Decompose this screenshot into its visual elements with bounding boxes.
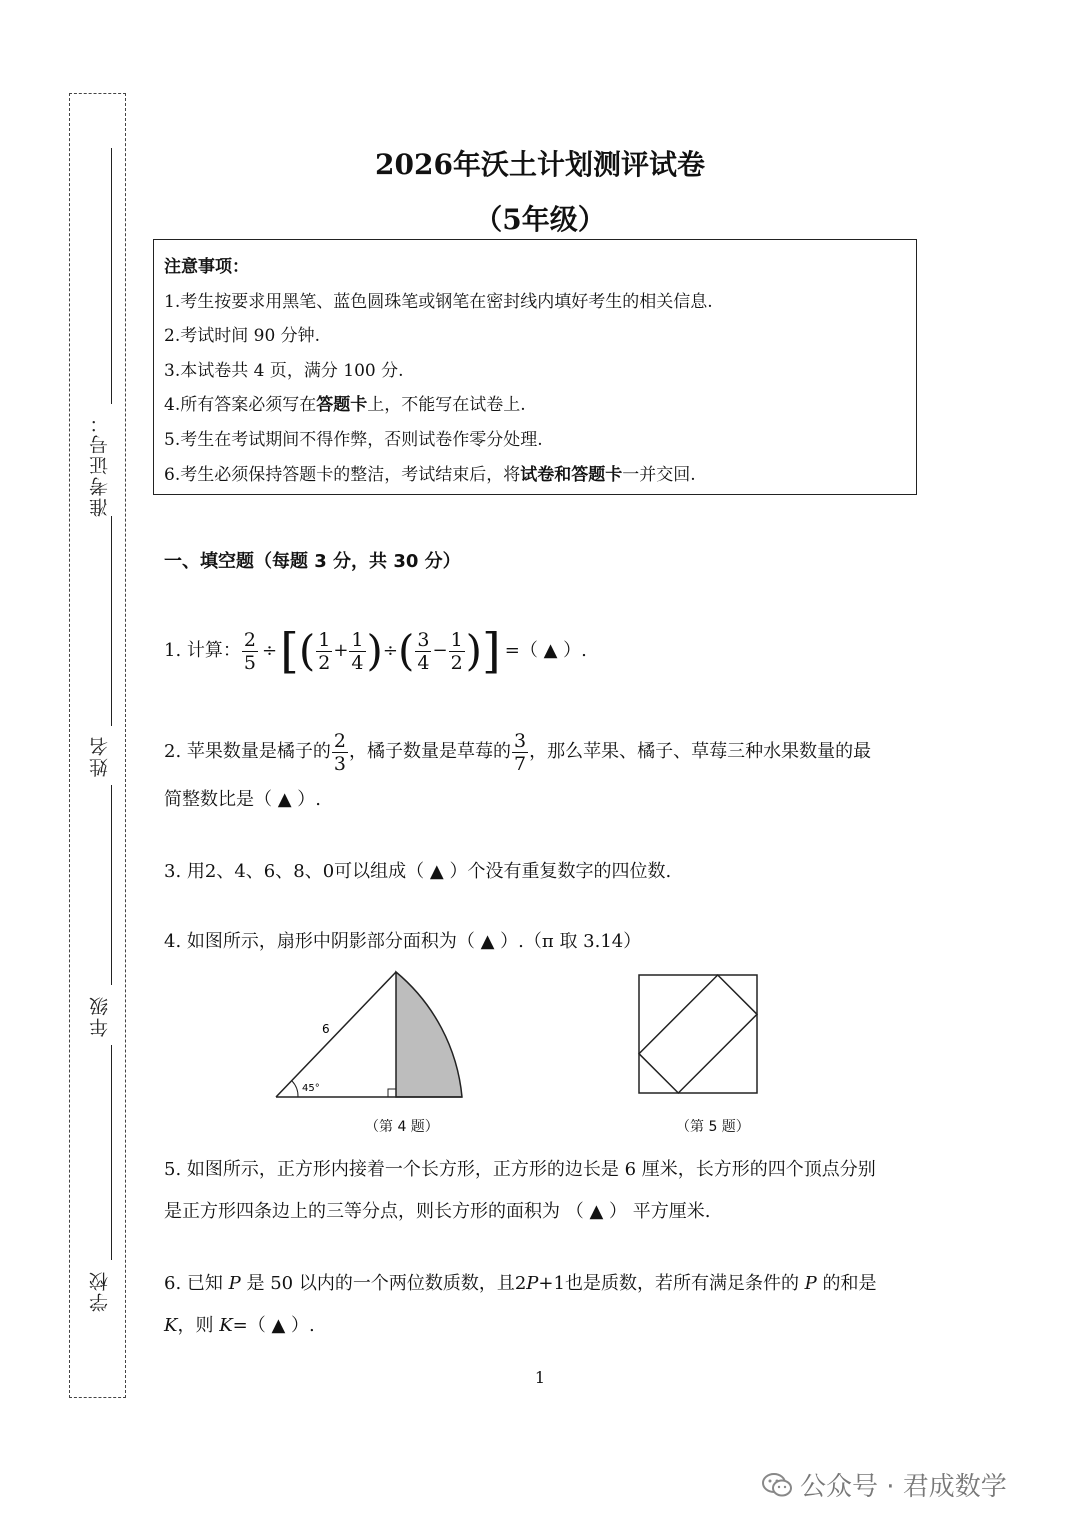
notice-item-2: 2.考试时间 90 分钟. [164, 326, 321, 347]
watermark-text: 公众号 · 君成数学 [800, 1472, 1007, 1502]
exam-id-line [111, 148, 112, 404]
question-5-line-1: 5. 如图所示，正方形内接着一个长方形，正方形的边长是 6 厘米，长方形的四个顶点分别 [164, 1159, 876, 1180]
q2-fraction-b: $\frac{3}{7}$ [514, 729, 527, 775]
hypotenuse-line [276, 972, 396, 1097]
q1-fraction-d: $\frac{3}{4}$ [417, 628, 430, 674]
side-length-label: 6 [322, 1022, 330, 1036]
question-6-line-1: 6. 已知 P 是 50 以内的一个两位数质数，且2P+1也是质数，若所有满足条件的 P 的和是 [164, 1273, 877, 1294]
notice-item-5: 5.考生在考试期间不得作弊，否则试卷作零分处理. [164, 429, 543, 450]
question-6-line-2: K，则 K=（ ▲ ）. [164, 1315, 315, 1336]
exam-subtitle: （5年级） [474, 203, 606, 236]
exam-id-line-lower [111, 516, 112, 726]
notice-item-1: 1.考生按要求用黑笔、蓝色圆珠笔或钢笔在密封线内填好考生的相关信息. [164, 291, 713, 312]
figure-4-caption: （第 4 题） [365, 1119, 439, 1135]
q1-fraction-e: $\frac{1}{2}$ [450, 628, 463, 674]
question-3: 3. 用2、4、6、8、0可以组成（ ▲ ）个没有重复数字的四位数. [164, 861, 672, 882]
figure-5-caption: （第 5 题） [676, 1119, 750, 1135]
grade-line [111, 1045, 112, 1260]
right-angle-mark [388, 1089, 396, 1097]
exam-title: 2026年沃土计划测评试卷 [375, 148, 705, 181]
grade-label: 年级 [89, 995, 111, 1037]
question-4: 4. 如图所示，扇形中阴影部分面积为（ ▲ ）.（π 取 3.14） [164, 931, 642, 952]
question-1: 1. 计算： $\frac{2}{5}$ ÷ [ ( $\frac{1}{2}$ + $\frac{1}{4}$ ) ÷ ( $\frac{3}{4}$ − $\frac{1}{2}$ ) ] =（ ▲ ）. [164, 623, 587, 679]
exam-id-label: 准考证号： [89, 412, 111, 517]
q2-fraction-a: $\frac{2}{3}$ [333, 729, 346, 775]
notice-item-4: 4.所有答案必须写在答题卡上，不能写在试卷上. [164, 395, 526, 416]
question-2: 2. 苹果数量是橘子的 $\frac{2}{3}$ ，橘子数量是草莓的 $\frac{3}{7}$ ，那么苹果、橘子、草莓三种水果数量的最 [164, 729, 872, 775]
wechat-icon [762, 1472, 792, 1498]
name-line [111, 785, 112, 985]
angle-arc [292, 1081, 298, 1097]
q1-fraction-a: $\frac{2}{5}$ [243, 628, 256, 674]
school-label: 学校 [89, 1270, 111, 1312]
name-label: 姓名 [89, 735, 111, 777]
figure-4-sector [270, 965, 470, 1105]
inner-rectangle [639, 975, 757, 1093]
question-5-line-2: 是正方形四条边上的三等分点，则长方形的面积为 （ ▲ ） 平方厘米. [164, 1201, 711, 1222]
q1-fraction-b: $\frac{1}{2}$ [318, 628, 331, 674]
page-number: 1 [534, 1368, 546, 1387]
watermark [762, 1466, 1007, 1503]
outer-square [639, 975, 757, 1093]
notice-item-6: 6.考生必须保持答题卡的整洁，考试结束后，将试卷和答题卡一并交回. [164, 464, 696, 485]
section-1-heading: 一、填空题（每题 3 分，共 30 分） [164, 551, 461, 572]
notice-box [153, 239, 917, 495]
q1-fraction-c: $\frac{1}{4}$ [351, 628, 364, 674]
notice-heading: 注意事项： [164, 257, 249, 277]
notice-item-3: 3.本试卷共 4 页，满分 100 分. [164, 360, 404, 381]
question-2-line-2: 简整数比是（ ▲ ）. [164, 789, 322, 810]
shaded-region [396, 972, 462, 1097]
angle-label: 45° [302, 1083, 320, 1094]
figure-5-square [636, 972, 762, 1098]
